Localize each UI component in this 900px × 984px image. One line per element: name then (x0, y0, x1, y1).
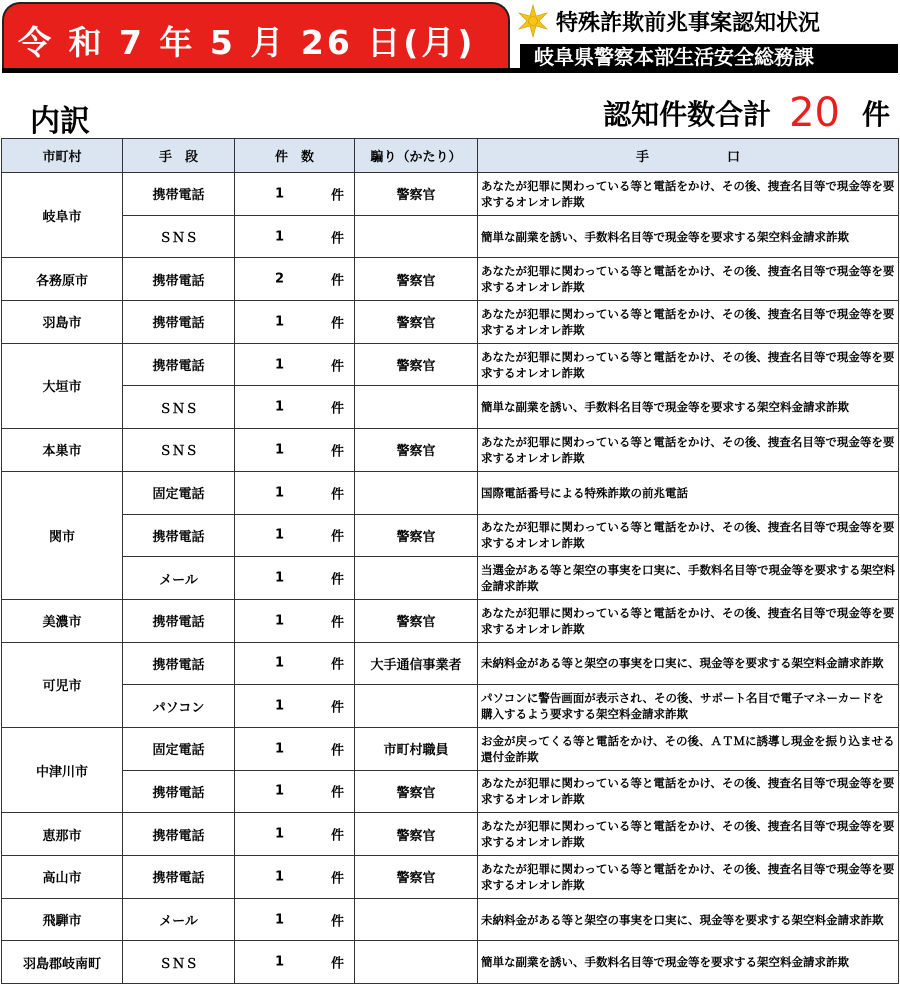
pose-cell: 警察官 (355, 770, 478, 813)
count-unit: 件 (330, 188, 344, 204)
police-emblem-icon (516, 4, 550, 38)
means-cell: 携帯電話 (123, 642, 235, 685)
means-cell: メール (123, 898, 235, 941)
count-value: 1 (275, 229, 285, 245)
city-cell: 中津川市 (2, 727, 123, 812)
table-row (2, 685, 899, 728)
city-cell: 飛騨市 (2, 898, 123, 941)
count-cell (235, 941, 355, 984)
means-cell: パソコン (123, 685, 235, 728)
count-cell (235, 386, 355, 429)
count-unit: 件 (330, 871, 344, 887)
count-unit: 件 (330, 273, 344, 289)
pose-cell: 警察官 (355, 514, 478, 557)
table-row (2, 642, 899, 685)
pose-cell: 警察官 (355, 301, 478, 344)
means-cell: メール (123, 557, 235, 600)
pose-cell (355, 471, 478, 514)
count-unit: 件 (330, 828, 344, 844)
column-header-city: 市町村 (2, 139, 123, 173)
count-value: 1 (275, 954, 285, 970)
count-value: 1 (275, 613, 285, 629)
city-cell: 関市 (2, 471, 123, 599)
method-cell: パソコンに警告画面が表示され、その後、サポート名目で電子マネーカードを購入するよう要求する架空料金請求詐欺 (478, 685, 899, 728)
date-banner (2, 2, 510, 68)
pose-cell (355, 685, 478, 728)
means-cell: 固定電話 (123, 727, 235, 770)
count-unit: 件 (330, 914, 344, 930)
table-row (2, 941, 899, 984)
table-row (2, 343, 899, 386)
count-unit: 件 (330, 359, 344, 375)
count-cell (235, 343, 355, 386)
city-cell: 美濃市 (2, 599, 123, 642)
pose-cell: 警察官 (355, 343, 478, 386)
count-value: 1 (275, 570, 285, 586)
pose-cell: 警察官 (355, 856, 478, 899)
count-cell (235, 514, 355, 557)
table-row (2, 557, 899, 600)
table-body (2, 173, 899, 984)
table-row (2, 386, 899, 429)
section-title: 内訳 (30, 104, 90, 139)
report-title: 特殊詐欺前兆事案認知状況 (556, 11, 821, 36)
means-cell: 固定電話 (123, 471, 235, 514)
count-cell (235, 856, 355, 899)
count-value: 1 (275, 527, 285, 543)
column-header-method: 手 口 (478, 139, 899, 173)
method-cell: あなたが犯罪に関わっている等と電話をかけ、その後、捜査名目等で現金等を要求するオレオレ詐欺 (478, 258, 899, 301)
report-date: 令 和 7 年 5 月 26 日(月) (18, 23, 476, 62)
table-row (2, 599, 899, 642)
department-label (520, 44, 898, 70)
count-value: 1 (275, 698, 285, 714)
count-value: 1 (275, 399, 285, 415)
method-cell: あなたが犯罪に関わっている等と電話をかけ、その後、捜査名目等で現金等を要求するオレオレ詐欺 (478, 856, 899, 899)
count-cell (235, 429, 355, 472)
count-value: 1 (275, 485, 285, 501)
count-value: 1 (275, 442, 285, 458)
pose-cell: 警察官 (355, 429, 478, 472)
means-cell: 携帯電話 (123, 301, 235, 344)
method-cell: あなたが犯罪に関わっている等と電話をかけ、その後、捜査名目等で現金等を要求するオレオレ詐欺 (478, 429, 899, 472)
method-cell: あなたが犯罪に関わっている等と電話をかけ、その後、捜査名目等で現金等を要求するオレオレ詐欺 (478, 599, 899, 642)
method-cell: 簡単な副業を誘い、手数料名目等で現金等を要求する架空料金請求詐欺 (478, 215, 899, 258)
count-value: 1 (275, 357, 285, 373)
table-row (2, 813, 899, 856)
table-row (2, 301, 899, 344)
method-cell: 未納料金がある等と架空の事実を口実に、現金等を要求する架空料金請求詐欺 (478, 642, 899, 685)
count-cell (235, 685, 355, 728)
method-cell: 当選金がある等と架空の事実を口実に、手数料名目等で現金等を要求する架空料金請求詐欺 (478, 557, 899, 600)
count-unit: 件 (330, 615, 344, 631)
city-cell: 岐阜市 (2, 173, 123, 258)
count-cell (235, 727, 355, 770)
city-cell: 高山市 (2, 856, 123, 899)
table-row (2, 173, 899, 216)
total-label: 認知件数合計 (603, 98, 772, 131)
city-cell: 本巣市 (2, 429, 123, 472)
means-cell: 携帯電話 (123, 173, 235, 216)
city-cell: 恵那市 (2, 813, 123, 856)
count-unit: 件 (330, 231, 344, 247)
method-cell: 簡単な副業を誘い、手数料名目等で現金等を要求する架空料金請求詐欺 (478, 386, 899, 429)
count-cell (235, 258, 355, 301)
method-cell: あなたが犯罪に関わっている等と電話をかけ、その後、捜査名目等で現金等を要求するオレオレ詐欺 (478, 301, 899, 344)
total-unit: 件 (861, 98, 890, 131)
count-cell (235, 770, 355, 813)
count-unit: 件 (330, 487, 344, 503)
method-cell: あなたが犯罪に関わっている等と電話をかけ、その後、捜査名目等で現金等を要求するオレオレ詐欺 (478, 173, 899, 216)
pose-cell: 警察官 (355, 258, 478, 301)
means-cell: ＳＮＳ (123, 386, 235, 429)
means-cell: 携帯電話 (123, 258, 235, 301)
pose-cell: 市町村職員 (355, 727, 478, 770)
pose-cell: 警察官 (355, 599, 478, 642)
method-cell: あなたが犯罪に関わっている等と電話をかけ、その後、捜査名目等で現金等を要求するオレオレ詐欺 (478, 770, 899, 813)
column-header-means: 手 段 (123, 139, 235, 173)
table-row (2, 429, 899, 472)
city-cell: 羽島郡岐南町 (2, 941, 123, 984)
table-header-row (2, 139, 899, 173)
means-cell: ＳＮＳ (123, 941, 235, 984)
count-value: 1 (275, 186, 285, 202)
city-cell: 羽島市 (2, 301, 123, 344)
method-cell: 未納料金がある等と架空の事実を口実に、現金等を要求する架空料金請求詐欺 (478, 898, 899, 941)
count-cell (235, 599, 355, 642)
count-cell (235, 215, 355, 258)
count-cell (235, 898, 355, 941)
count-cell (235, 813, 355, 856)
count-value: 2 (275, 271, 285, 287)
count-value: 1 (275, 655, 285, 671)
method-cell: 国際電話番号による特殊詐欺の前兆電話 (478, 471, 899, 514)
count-unit: 件 (330, 785, 344, 801)
method-cell: お金が戻ってくる等と電話をかけ、その後、ＡＴＭに誘導し現金を振り込ませる還付金詐欺 (478, 727, 899, 770)
pose-cell (355, 557, 478, 600)
method-cell: あなたが犯罪に関わっている等と電話をかけ、その後、捜査名目等で現金等を要求するオレオレ詐欺 (478, 813, 899, 856)
table-row (2, 856, 899, 899)
pose-cell (355, 386, 478, 429)
means-cell: 携帯電話 (123, 514, 235, 557)
count-unit: 件 (330, 956, 344, 972)
table-row (2, 727, 899, 770)
pose-cell: 大手通信事業者 (355, 642, 478, 685)
means-cell: 携帯電話 (123, 343, 235, 386)
means-cell: ＳＮＳ (123, 429, 235, 472)
table-row (2, 215, 899, 258)
column-header-count: 件 数 (235, 139, 355, 173)
count-cell (235, 557, 355, 600)
table-row (2, 770, 899, 813)
count-value: 1 (275, 826, 285, 842)
count-unit: 件 (330, 572, 344, 588)
table-row (2, 471, 899, 514)
pose-cell (355, 898, 478, 941)
pose-cell (355, 215, 478, 258)
table-row (2, 258, 899, 301)
count-unit: 件 (330, 316, 344, 332)
table-row (2, 898, 899, 941)
count-value: 1 (275, 912, 285, 928)
column-header-pose: 騙り（かたり） (355, 139, 478, 173)
means-cell: ＳＮＳ (123, 215, 235, 258)
count-unit: 件 (330, 657, 344, 673)
incident-table (1, 138, 899, 984)
method-cell: 簡単な副業を誘い、手数料名目等で現金等を要求する架空料金請求詐欺 (478, 941, 899, 984)
means-cell: 携帯電話 (123, 813, 235, 856)
department-name: 岐阜県警察本部生活安全総務課 (534, 45, 814, 69)
city-cell: 可児市 (2, 642, 123, 727)
count-value: 1 (275, 314, 285, 330)
count-cell (235, 301, 355, 344)
total-summary (603, 90, 890, 136)
count-unit: 件 (330, 700, 344, 716)
count-cell (235, 173, 355, 216)
count-cell (235, 642, 355, 685)
count-cell (235, 471, 355, 514)
count-unit: 件 (330, 529, 344, 545)
means-cell: 携帯電話 (123, 770, 235, 813)
pose-cell: 警察官 (355, 813, 478, 856)
count-value: 1 (275, 869, 285, 885)
means-cell: 携帯電話 (123, 599, 235, 642)
pose-cell: 警察官 (355, 173, 478, 216)
count-unit: 件 (330, 444, 344, 460)
total-count: 20 (789, 90, 840, 136)
table-row (2, 514, 899, 557)
pose-cell (355, 941, 478, 984)
city-cell: 大垣市 (2, 343, 123, 428)
means-cell: 携帯電話 (123, 856, 235, 899)
method-cell: あなたが犯罪に関わっている等と電話をかけ、その後、捜査名目等で現金等を要求するオレオレ詐欺 (478, 343, 899, 386)
city-cell: 各務原市 (2, 258, 123, 301)
count-unit: 件 (330, 401, 344, 417)
count-value: 1 (275, 783, 285, 799)
count-value: 1 (275, 741, 285, 757)
method-cell: あなたが犯罪に関わっている等と電話をかけ、その後、捜査名目等で現金等を要求するオレオレ詐欺 (478, 514, 899, 557)
count-unit: 件 (330, 743, 344, 759)
